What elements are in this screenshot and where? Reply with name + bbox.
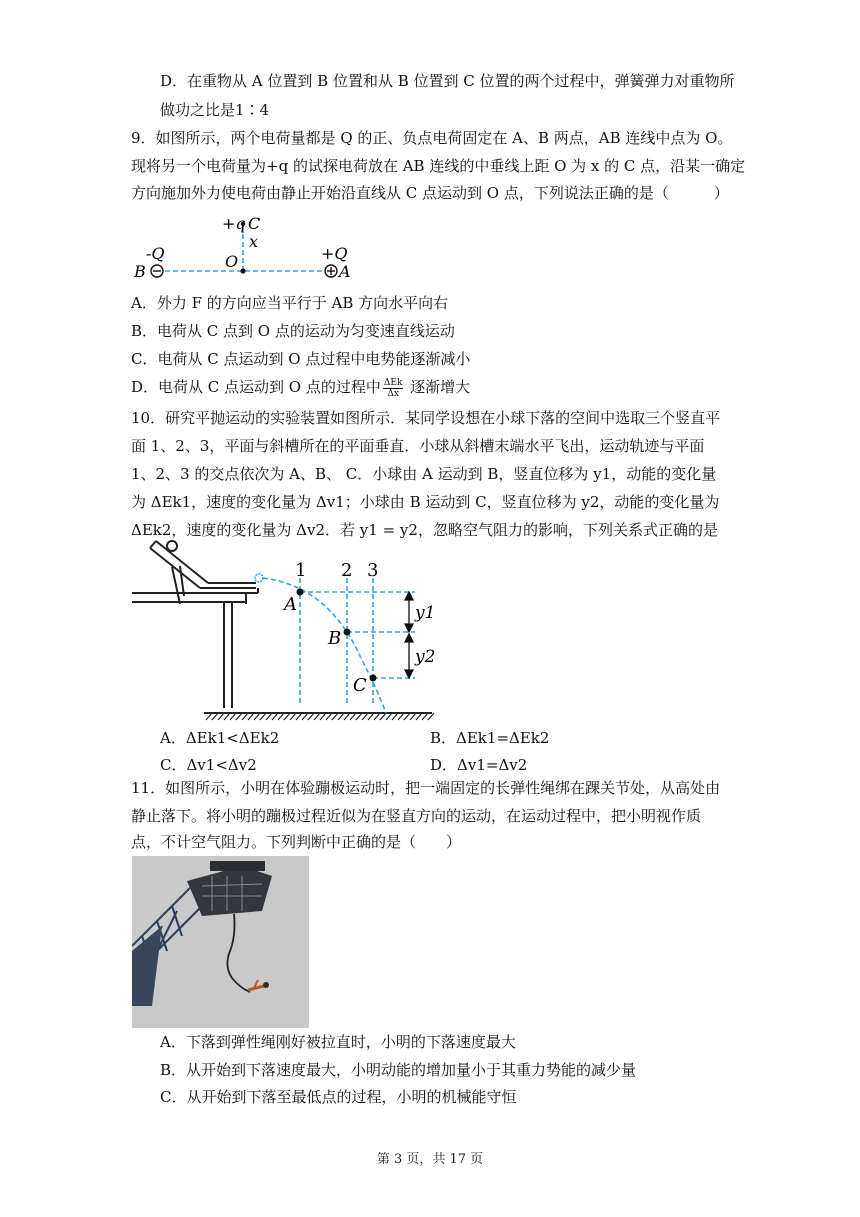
ground-hatch-stroke	[308, 713, 314, 720]
ground-hatch-stroke	[302, 713, 308, 720]
ground-hatch-stroke	[404, 713, 410, 720]
q10-label-plane-3: 3	[367, 560, 379, 581]
q10-trajectory-curve	[263, 578, 386, 713]
q10-stem-line1: 10．研究平抛运动的实验装置如图所示．某同学设想在小球下落的空间中选取三个竖直平	[131, 409, 721, 427]
q9-stem-line1: 9．如图所示，两个电荷量都是 Q 的正、负点电荷固定在 A、B 两点，AB 连线中点为 O。	[131, 129, 733, 147]
q10-stem-line5: ΔEk2，速度的变化量为 Δv2．若 y1 = y2，忽略空气阻力的影响，下列关系式正确的是	[131, 521, 718, 539]
ground-hatch-stroke	[380, 713, 386, 720]
q9-label-c: C	[248, 214, 261, 233]
ground-hatch-stroke	[356, 713, 362, 720]
q9-option-a: A．外力 F 的方向应当平行于 AB 方向水平向右	[131, 294, 449, 312]
ground-hatch-stroke	[224, 713, 230, 720]
q9-option-d-text: D．电荷从 C 点运动到 O 点的过程中	[131, 378, 381, 396]
ground-hatch-stroke	[326, 713, 332, 720]
ground-hatch-stroke	[398, 713, 404, 720]
ground-hatch-stroke	[416, 713, 422, 720]
q11-stem-line2: 静止落下。将小明的蹦极过程近似为在竖直方向的运动，在运动过程中，把小明视作质	[131, 807, 702, 825]
ground-hatch-stroke	[428, 713, 434, 720]
ground-hatch-stroke	[248, 713, 254, 720]
q11-option-a: A．下落到弹性绳刚好被拉直时，小明的下落速度最大	[160, 1033, 516, 1051]
q8-option-d-line1: D．在重物从 A 位置到 B 位置和从 B 位置到 C 位置的两个过程中，弹簧弹力对重物所	[160, 72, 735, 90]
ground-hatch-stroke	[410, 713, 416, 720]
ground-hatch-stroke	[374, 713, 380, 720]
ground-hatch-stroke	[206, 713, 212, 720]
q11-option-b: B．从开始到下落速度最大，小明动能的增加量小于其重力势能的减少量	[160, 1061, 637, 1079]
q10-label-a: A	[284, 594, 297, 615]
ground-hatch-stroke	[254, 713, 260, 720]
q10-stem-line2: 面 1、2、3，平面与斜槽所在的平面垂直．小球从斜槽末端水平飞出，运动轨迹与平面	[131, 437, 705, 455]
q11-option-c: C．从开始到下落至最低点的过程，小明的机械能守恒	[160, 1088, 517, 1106]
q10-point-c	[370, 675, 377, 682]
ground-hatch-stroke	[296, 713, 302, 720]
q9-label-o: O	[225, 252, 239, 271]
q10-option-d: D．Δv1=Δv2	[430, 756, 528, 774]
ground-hatch-stroke	[290, 713, 296, 720]
q10-table-icon	[132, 588, 258, 708]
q9-charge-figure	[128, 208, 368, 286]
q10-point-a	[297, 589, 304, 596]
ground-hatch-stroke	[338, 713, 344, 720]
q9-label-neg-q: -Q	[146, 244, 165, 263]
q9-fraction	[383, 378, 404, 399]
q10-point-b	[344, 629, 351, 636]
q10-label-plane-1: 1	[295, 560, 307, 581]
q10-label-c: C	[353, 675, 367, 696]
ground-hatch-stroke	[284, 713, 290, 720]
q10-stem-line3: 1、2、3 的交点依次为 A、B、 C．小球由 A 运动到 B，竖直位移为 y1，动能的变化量	[131, 465, 717, 483]
q11-stem-line1: 11．如图所示，小明在体验蹦极运动时，把一端固定的长弹性绳绑在踝关节处，从高处由	[131, 779, 721, 797]
q10-ground-hatch	[206, 713, 434, 720]
q9-label-x: x	[249, 232, 259, 251]
q10-projectile-apparatus-figure	[128, 536, 438, 722]
q10-label-y2: y2	[415, 647, 436, 667]
q10-ball-icon	[255, 574, 263, 582]
q9-label-b: B	[134, 262, 146, 281]
q9-stem-line3: 方向施加外力使电荷由静止开始沿直线从 C 点运动到 O 点，下列说法正确的是（ ）	[131, 184, 729, 202]
q9-option-d-tail: 逐渐增大	[405, 378, 471, 396]
ground-hatch-stroke	[272, 713, 278, 720]
q9-fraction-denominator: Δx	[387, 388, 399, 399]
q9-fraction-numerator: ΔEk	[383, 377, 403, 388]
ground-hatch-stroke	[320, 713, 326, 720]
ground-hatch-stroke	[350, 713, 356, 720]
page-footer: 第 3 页，共 17 页	[376, 1152, 484, 1167]
q10-stem-line4: 为 ΔEk1，速度的变化量为 Δv1；小球由 B 运动到 C，竖直位移为 y2，动能的变化量为	[131, 493, 720, 511]
q10-option-a: A．ΔEk1<ΔEk2	[160, 729, 280, 747]
q10-option-c: C．Δv1<Δv2	[160, 756, 257, 774]
ground-hatch-stroke	[218, 713, 224, 720]
q10-label-y1: y1	[415, 603, 436, 623]
ground-hatch-stroke	[332, 713, 338, 720]
q8-option-d-line2: 做功之比是1∶4	[160, 101, 270, 119]
q9-option-d	[131, 376, 470, 399]
ground-hatch-stroke	[260, 713, 266, 720]
q10-label-b: B	[328, 628, 342, 649]
q9-option-c: C．电荷从 C 点运动到 O 点过程中电势能逐渐减小	[131, 350, 471, 368]
q9-label-a: A	[339, 262, 351, 281]
q11-bungee-photo	[132, 856, 309, 1028]
q10-label-plane-2: 2	[341, 560, 353, 581]
ground-hatch-stroke	[422, 713, 428, 720]
q10-ramp-icon	[150, 541, 256, 604]
ground-hatch-stroke	[230, 713, 236, 720]
q10-option-b: B．ΔEk1=ΔEk2	[430, 729, 550, 747]
ground-hatch-stroke	[368, 713, 374, 720]
ground-hatch-stroke	[344, 713, 350, 720]
ground-hatch-stroke	[212, 713, 218, 720]
q9-option-b: B．电荷从 C 点到 O 点的运动为匀变速直线运动	[131, 322, 455, 340]
ground-hatch-stroke	[362, 713, 368, 720]
q9-label-q: +q	[222, 214, 246, 233]
ground-hatch-stroke	[266, 713, 272, 720]
ground-hatch-stroke	[314, 713, 320, 720]
ground-hatch-stroke	[278, 713, 284, 720]
ground-hatch-stroke	[242, 713, 248, 720]
q9-label-pos-q: +Q	[321, 244, 348, 263]
q9-point-o	[240, 268, 245, 273]
q11-stem-line3: 点，不计空气阻力。下列判断中正确的是（ ）	[131, 833, 462, 851]
ground-hatch-stroke	[236, 713, 242, 720]
q9-stem-line2: 现将另一个电荷量为+q 的试探电荷放在 AB 连线的中垂线上距 O 为 x 的 C 点，沿某一确定	[131, 157, 746, 175]
ground-hatch-stroke	[392, 713, 398, 720]
ground-hatch-stroke	[386, 713, 392, 720]
